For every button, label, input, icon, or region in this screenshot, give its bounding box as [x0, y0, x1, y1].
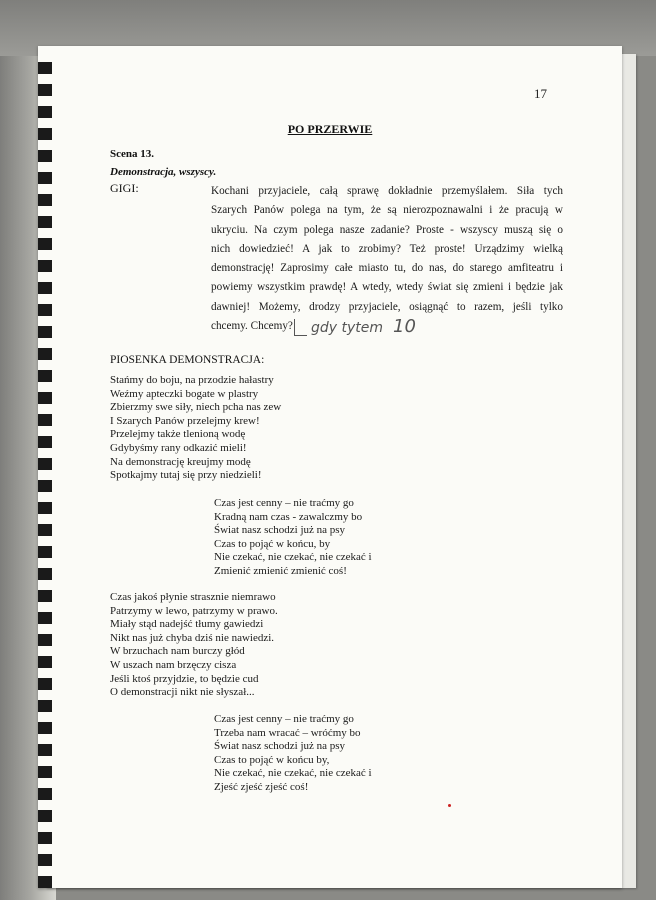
- lyric-line: Świat nasz schodzi już na psy: [214, 740, 346, 753]
- binding-ring: [38, 84, 52, 96]
- binding-ring: [38, 326, 52, 338]
- page-title: PO PRZERWIE: [287, 122, 373, 136]
- handwritten-bracket-icon: [294, 319, 307, 336]
- lyric-line: Stańmy do boju, na przodzie hałastry: [110, 374, 274, 386]
- binding-ring: [38, 260, 52, 272]
- binding-ring: [38, 546, 52, 558]
- lyric-line: Spotkajmy tutaj się przy niedzieli!: [110, 469, 262, 482]
- binding-ring: [38, 744, 52, 756]
- scene-label: Scena 13.: [110, 148, 154, 160]
- lyric-line: Nikt nas już chyba dziś nie nawiedzi.: [110, 631, 275, 644]
- ink-dot: [448, 804, 451, 807]
- verse-2: [110, 591, 278, 700]
- binding-ring: [38, 172, 52, 184]
- speech-line: nich dowiedzieć! A jak to zrobimy? Też proste! Urządzimy wielką: [211, 242, 563, 255]
- lyric-line: I Szarych Panów przelejmy krew!: [110, 414, 260, 427]
- binding-ring: [38, 62, 52, 74]
- speech-line: chcemy. Chcemy?: [211, 320, 293, 333]
- binding-ring: [38, 458, 52, 470]
- lyric-line: W brzuchach nam burczy głód: [110, 645, 245, 658]
- binding-ring: [38, 788, 52, 800]
- song-title: PIOSENKA DEMONSTRACJA:: [110, 354, 265, 366]
- stage-direction: Demonstracja, wszyscy.: [110, 166, 217, 178]
- binding-ring: [38, 634, 52, 646]
- binding-ring: [38, 238, 52, 250]
- binding-ring: [38, 678, 52, 690]
- binding-ring: [38, 524, 52, 536]
- lyric-line: Nie czekać, nie czekać, nie czekać i: [214, 551, 372, 564]
- speech-line: Szarych Panów polega na tym, że są nierozpoznawalni i że pracują w: [211, 204, 563, 217]
- binding-ring: [38, 612, 52, 624]
- binding-ring: [38, 106, 52, 118]
- speech-line: dawniej! Możemy, drodzy przyjaciele, osiągnąć to razem, jeśli tylko: [211, 300, 563, 313]
- speech-text: [211, 182, 563, 336]
- handwritten-note-text: gdy tytem: [311, 320, 384, 336]
- binding-ring: [38, 348, 52, 360]
- binding-ring: [38, 392, 52, 404]
- speech-line: powiemy wszystkim prawdę! A wtedy, wtedy świat się zmieni i będzie jak: [211, 281, 563, 294]
- lyric-line: Czas to pojąć w końcu by,: [214, 753, 330, 766]
- speech-line: ukryciu. Na czym polega nasze zadanie? Proste - wszyscy muszą się o: [211, 223, 563, 236]
- binding-ring: [38, 854, 52, 866]
- binding-ring: [38, 150, 52, 162]
- lyric-line: Gdybyśmy rany odkazić mieli!: [110, 441, 247, 454]
- lyric-line: Jeśli ktoś przyjdzie, to będzie cud: [110, 672, 259, 685]
- binding-ring: [38, 370, 52, 382]
- lyric-line: Zbierzmy swe siły, niech pcha nas zew: [110, 401, 282, 414]
- lyric-line: W uszach nam brzęczy cisza: [110, 658, 237, 671]
- verse-1: [110, 374, 281, 483]
- lyric-line: Czas jakoś płynie strasznie niemrawo: [110, 591, 276, 603]
- binding-ring: [38, 700, 52, 712]
- lyric-line: O demonstracji nikt nie słyszał...: [110, 686, 255, 699]
- lyric-line: Na demonstrację kreujmy modę: [110, 455, 251, 468]
- lyric-line: Miały stąd nadejść tłumy gawiedzi: [110, 618, 264, 631]
- binding-ring: [38, 436, 52, 448]
- lyric-line: Kradną nam czas - zawalczmy bo: [214, 510, 363, 523]
- binding-ring: [38, 656, 52, 668]
- lyric-line: Trzeba nam wracać – wróćmy bo: [214, 726, 361, 739]
- lyric-line: Przelejmy także tlenioną wodę: [110, 428, 246, 441]
- binding-ring: [38, 810, 52, 822]
- lyric-line: Weźmy apteczki bogate w plastry: [110, 387, 259, 400]
- binding-ring: [38, 216, 52, 228]
- lyric-line: Zmienić zmienić zmienić coś!: [214, 564, 347, 577]
- binding-ring: [38, 766, 52, 778]
- binding-ring: [38, 590, 52, 602]
- binding-ring: [38, 876, 52, 888]
- lyric-line: Czas jest cenny – nie traćmy go: [214, 497, 354, 509]
- page-number: 17: [534, 86, 547, 101]
- binding-ring: [38, 568, 52, 580]
- lyric-line: Nie czekać, nie czekać, nie czekać i: [214, 767, 372, 780]
- speech-line: Kochani przyjaciele, całą sprawę dokładnie przemyślałem. Siła tych: [211, 185, 563, 197]
- binding-ring: [38, 194, 52, 206]
- binding-ring: [38, 832, 52, 844]
- speaker-name: GIGI:: [110, 181, 139, 195]
- binding-ring: [38, 414, 52, 426]
- binding-ring: [38, 722, 52, 734]
- refrain-2: [214, 713, 372, 795]
- document-page: [38, 46, 622, 888]
- binding-ring: [38, 282, 52, 294]
- lyric-line: Czas jest cenny – nie traćmy go: [214, 713, 354, 725]
- lyric-line: Zjeść zjeść zjeść coś!: [214, 780, 309, 793]
- handwritten-note: [294, 316, 416, 337]
- lyric-line: Patrzymy w lewo, patrzymy w prawo.: [110, 604, 278, 617]
- lyric-line: Czas to pojąć w końcu, by: [214, 537, 331, 550]
- binding-ring: [38, 304, 52, 316]
- lyric-line: Świat nasz schodzi już na psy: [214, 524, 346, 537]
- binding-ring: [38, 480, 52, 492]
- refrain-1: [214, 497, 372, 579]
- handwritten-note-number: 10: [393, 316, 416, 337]
- binding-ring: [38, 502, 52, 514]
- speech-line: demonstrację! Zaprosimy całe miasto tu, do nas, do starego amfiteatru i: [211, 262, 563, 275]
- binding-ring: [38, 128, 52, 140]
